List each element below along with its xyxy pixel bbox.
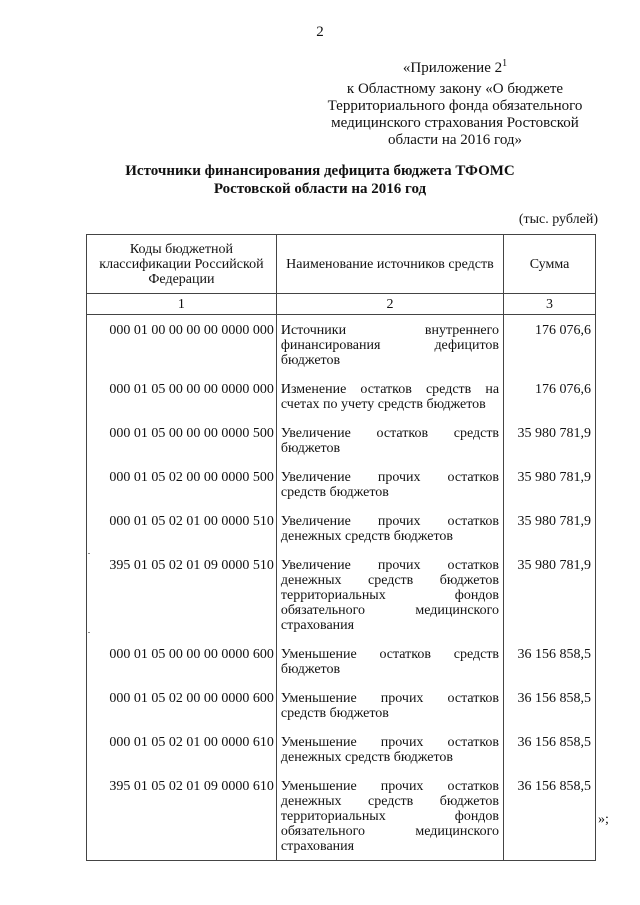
table-row <box>87 771 596 861</box>
appendix-block <box>300 60 610 149</box>
appendix-line: к Областному закону «О бюджете <box>346 81 564 97</box>
row-code: 000 01 05 02 01 00 0000 610 <box>87 727 277 771</box>
column-number-row <box>87 294 596 315</box>
row-code: 000 01 05 00 00 00 0000 000 <box>87 374 277 418</box>
table-header-row <box>87 235 596 294</box>
row-sum: 176 076,6 <box>504 374 596 418</box>
appendix-heading-sup: 1 <box>502 58 508 69</box>
row-name: Увеличение прочих остатков средств бюджетов <box>276 462 503 506</box>
header-sum: Сумма <box>504 235 596 294</box>
table-row <box>87 683 596 727</box>
row-sum: 35 980 781,9 <box>504 506 596 550</box>
row-code: 000 01 05 02 00 00 0000 600 <box>87 683 277 727</box>
table-row <box>87 639 596 683</box>
row-sum: 36 156 858,5 <box>504 727 596 771</box>
scan-speck <box>88 553 90 554</box>
row-sum: 35 980 781,9 <box>504 462 596 506</box>
scan-speck <box>88 632 90 633</box>
closing-quote: »; <box>598 812 609 827</box>
row-sum: 35 980 781,9 <box>504 550 596 639</box>
document-title <box>0 162 640 198</box>
row-code: 000 01 05 02 01 00 0000 510 <box>87 506 277 550</box>
row-name: Уменьшение прочих остатков денежных средств бюджетов <box>276 727 503 771</box>
header-codes: Коды бюджетной классификации Российской Федерации <box>87 235 277 294</box>
row-name: Увеличение прочих остатков денежных средств бюджетов <box>276 506 503 550</box>
column-number: 1 <box>87 294 277 315</box>
table-row <box>87 550 596 639</box>
row-code: 395 01 05 02 01 09 0000 510 <box>87 550 277 639</box>
table-row <box>87 506 596 550</box>
table-row <box>87 462 596 506</box>
column-number: 2 <box>276 294 503 315</box>
column-number: 3 <box>504 294 596 315</box>
row-code: 000 01 00 00 00 00 0000 000 <box>87 315 277 375</box>
row-code: 000 01 05 00 00 00 0000 500 <box>87 418 277 462</box>
row-code: 395 01 05 02 01 09 0000 610 <box>87 771 277 861</box>
appendix-heading-text: «Приложение 2 <box>402 60 503 76</box>
row-name: Уменьшение прочих остатков средств бюджетов <box>276 683 503 727</box>
table-row <box>87 374 596 418</box>
row-name: Увеличение остатков средств бюджетов <box>276 418 503 462</box>
table-row <box>87 727 596 771</box>
row-name: Уменьшение остатков средств бюджетов <box>276 639 503 683</box>
units-label: (тыс. рублей) <box>518 212 598 227</box>
table-row <box>87 315 596 375</box>
header-names: Наименование источников средств <box>276 235 503 294</box>
appendix-line: медицинского страхования Ростовской <box>331 115 579 131</box>
row-sum: 36 156 858,5 <box>504 683 596 727</box>
row-code: 000 01 05 02 00 00 0000 500 <box>87 462 277 506</box>
row-name: Источники внутреннего финансирования дефицитов бюджетов <box>276 315 503 375</box>
appendix-heading <box>300 60 610 77</box>
row-name: Изменение остатков средств на счетах по учету средств бюджетов <box>276 374 503 418</box>
row-sum: 36 156 858,5 <box>504 639 596 683</box>
row-sum: 36 156 858,5 <box>504 771 596 861</box>
table-row <box>87 418 596 462</box>
appendix-line: области на 2016 год» <box>387 132 523 148</box>
page-number: 2 <box>316 24 324 40</box>
title-line-2: Ростовской области на 2016 год <box>213 181 427 197</box>
row-sum: 176 076,6 <box>504 315 596 375</box>
financing-sources-table <box>86 234 596 861</box>
row-name: Увеличение прочих остатков денежных средств бюджетов территориальных фондов обязательного медицинского страхования <box>276 550 503 639</box>
row-sum: 35 980 781,9 <box>504 418 596 462</box>
title-line-1: Источники финансирования дефицита бюджета ТФОМС <box>125 163 515 179</box>
row-name: Уменьшение прочих остатков денежных средств бюджетов территориальных фондов обязательного медицинского страхования <box>276 771 503 861</box>
appendix-line: Территориального фонда обязательного <box>327 98 583 114</box>
row-code: 000 01 05 00 00 00 0000 600 <box>87 639 277 683</box>
